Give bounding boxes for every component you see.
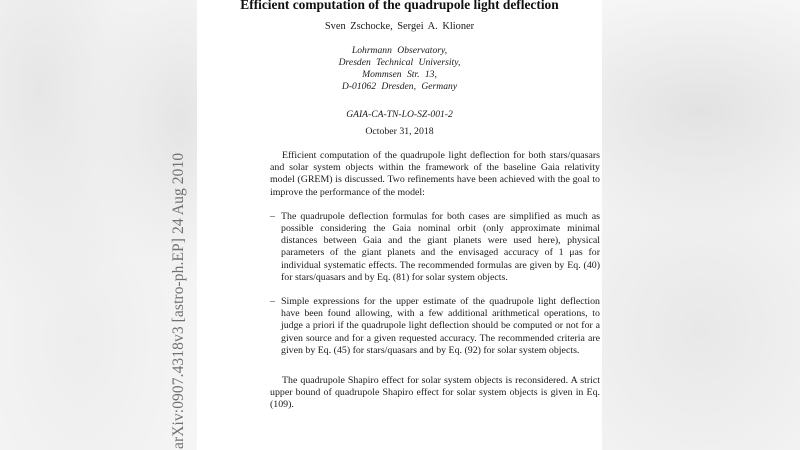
affiliation-line: Dresden Technical University,	[338, 57, 461, 68]
dash-bullet: –	[270, 296, 275, 308]
author-affiliation	[197, 45, 602, 93]
abstract-list-item	[270, 211, 600, 284]
affiliation-line: Lohrmann Observatory,	[351, 45, 448, 56]
affiliation-line: D-01062 Dresden, Germany	[341, 81, 458, 92]
abstract-list-item	[270, 296, 600, 357]
abstract-item-text: The quadrupole deflection formulas for both cases are simplified as much as possible considering the Gaia nominal orbit (only approximate minimal distances between Gaia and the giant planets were used here), physical parameters of the giant planets and the envisaged accuracy of 1 μas for individual systematic effects. The recommended formulas are given by Eq. (40) for stars/quasars and by Eq. (81) for solar system objects.	[281, 210, 600, 283]
abstract-closing: The quadrupole Shapiro effect for solar system objects is reconsidered. A strict upper bound of quadrupole Shapiro effect for solar system objects is given in Eq. (109).	[270, 375, 600, 411]
abstract-item-text: Simple expressions for the upper estimate of the quadrupole light deflection have been found allowing, with a few additional arithmetical operations, to judge a priori if the quadrupole light deflection should be computed or not for a given source and for a given requested accuracy. The recommended criteria are given by Eq. (45) for stars/quasars and by Eq. (92) for solar system objects.	[281, 296, 600, 356]
arxiv-identifier-stamp: arXiv:0907.4318v3 [astro-ph.EP] 24 Aug 2010	[170, 152, 187, 449]
abstract	[270, 150, 600, 412]
paper-title: Efficient computation of the quadrupole light deflection	[240, 0, 559, 12]
report-id: GAIA-CA-TN-LO-SZ-001-2	[346, 109, 453, 120]
abstract-intro: Efficient computation of the quadrupole light deflection for both stars/quasars and solar system objects within the framework of the baseline Gaia relativity model (GREM) is discussed. Two refinements have been achieved with the goal to improve the performance of the model:	[270, 150, 600, 198]
paper-authors: Sven Zschocke, Sergei A. Klioner	[324, 21, 475, 32]
document-page	[197, 0, 602, 450]
dash-bullet: –	[270, 210, 275, 222]
abstract-list	[270, 211, 600, 357]
paper-date: October 31, 2018	[365, 126, 434, 137]
affiliation-line: Mommsen Str. 13,	[362, 69, 437, 80]
